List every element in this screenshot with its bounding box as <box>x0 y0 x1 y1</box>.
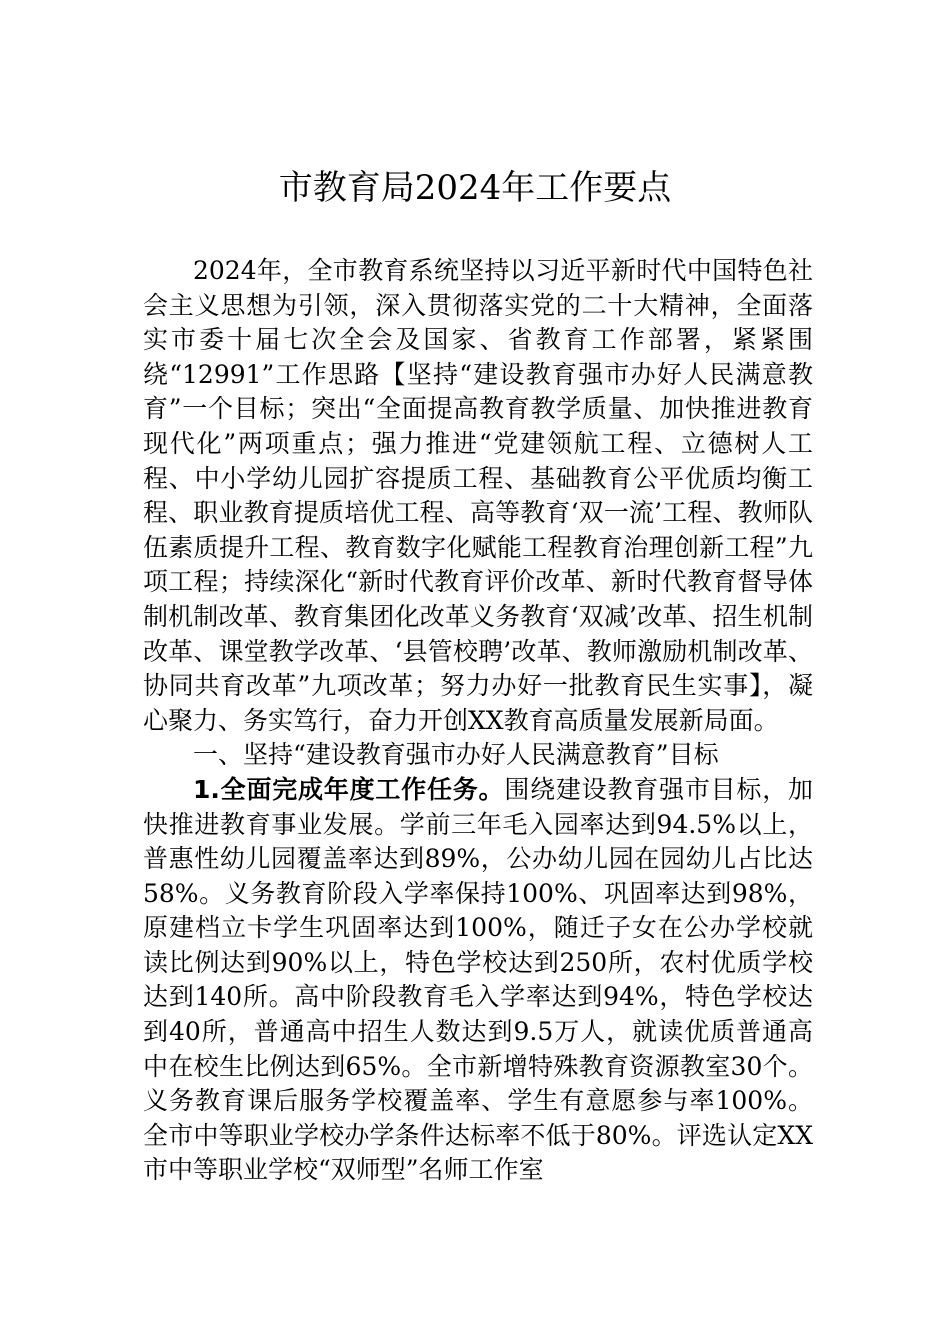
item-text: 围绕建设教育强市目标，加快推进教育事业发展。学前三年毛入园率达到94.5%以上，普惠性幼儿园覆盖率达到89%，公办幼儿园在园幼儿占比达58%。义务教育阶段入学率保持100%、巩固率达到98%，原建档立卡学生巩固率达到100%，随迁子女在公办学校就读比例达到90%以上，特色学校达到250所，农村优质学校达到140所。高中阶段教育毛入学率达到94%，特色学校达到40所，普通高中招生人数达到9.5万人，就读优质普通高中在校生比例达到65%。全市新增特殊教育资源教室30个。义务教育课后服务学校覆盖率、学生有意愿参与率100%。全市中等职业学校办学条件达标率不低于80%。评选认定XX市中等职业学校“双师型”名师工作室 <box>143 774 813 1185</box>
document-body <box>143 254 813 1188</box>
intro-paragraph: 2024年，全市教育系统坚持以习近平新时代中国特色社会主义思想为引领，深入贯彻落实党的二十大精神，全面落实市委十届七次全会及国家、省教育工作部署，紧紧围绕“12991”工作思路【坚持“建设教育强市办好人民满意教育”一个目标；突出“全面提高教育教学质量、加快推进教育现代化”两项重点；强力推进“党建领航工程、立德树人工程、中小学幼儿园扩容提质工程、基础教育公平优质均衡工程、职业教育提质培优工程、高等教育‘双一流’工程、教师队伍素质提升工程、教育数字化赋能工程教育治理创新工程”九项工程；持续深化“新时代教育评价改革、新时代教育督导体制机制改革、教育集团化改革义务教育‘双减’改革、招生机制改革、课堂教学改革、‘县管校聘’改革、教师激励机制改革、协同共育改革”九项改革；努力办好一批教育民生实事】，凝心聚力、务实笃行，奋力开创XX教育高质量发展新局面。 <box>143 256 813 735</box>
item-paragraph <box>143 773 813 1188</box>
item-lead: 1.全面完成年度工作任务。 <box>193 774 505 804</box>
document-title: 市教育局2024年工作要点 <box>278 168 672 208</box>
section-heading: 一、坚持“建设教育强市办好人民满意教育”目标 <box>193 740 719 770</box>
